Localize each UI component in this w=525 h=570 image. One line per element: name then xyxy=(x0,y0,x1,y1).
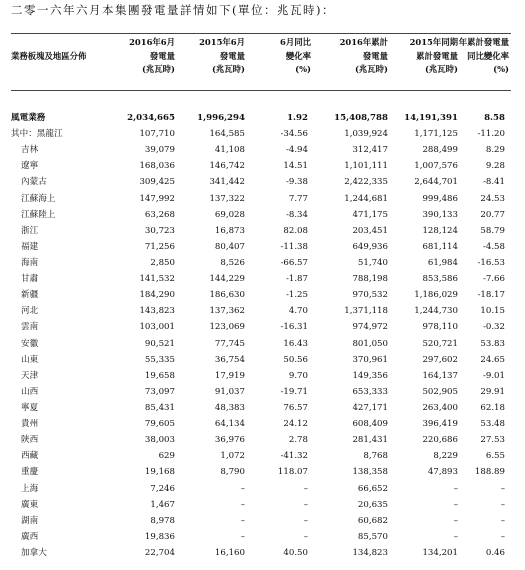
table-row xyxy=(0,352,525,368)
value-june-yoy: -34.56 xyxy=(280,129,308,140)
header-line: 發電量 xyxy=(149,50,175,61)
table-row xyxy=(0,448,525,464)
value-2016-ytd: 427,171 xyxy=(352,402,388,413)
table-row xyxy=(0,481,525,497)
value-2015-june: 16,160 xyxy=(214,547,245,558)
header-2015-ytd xyxy=(410,36,458,77)
table-row xyxy=(0,271,525,287)
row-label: 山西 xyxy=(21,386,39,397)
value-2015-ytd: – xyxy=(453,483,458,494)
table-row xyxy=(0,400,525,416)
value-ytd-yoy: 53.83 xyxy=(480,338,505,349)
row-label: 江蘇陸上 xyxy=(21,209,56,220)
header-line: (兆瓦時) xyxy=(354,64,388,74)
table-row xyxy=(0,239,525,255)
row-label: 浙江 xyxy=(21,225,39,236)
value-june-yoy: – xyxy=(303,483,308,494)
value-2016-june: 38,003 xyxy=(144,435,175,446)
value-2016-ytd: 312,417 xyxy=(352,145,388,156)
value-june-yoy: -16.31 xyxy=(280,322,308,333)
header-segment: 業務板塊及地區分佈 xyxy=(11,51,87,61)
value-ytd-yoy: – xyxy=(500,531,505,542)
value-2016-june: 147,992 xyxy=(139,193,175,204)
value-2015-june: 186,630 xyxy=(209,290,245,301)
row-label: 天津 xyxy=(21,370,39,381)
value-2016-ytd: 370,961 xyxy=(352,354,388,365)
value-2015-ytd: 263,400 xyxy=(422,402,458,413)
header-line: 2016年6月 xyxy=(129,37,175,47)
header-2016-ytd xyxy=(340,36,388,77)
value-2016-ytd: 974,972 xyxy=(352,322,388,333)
table-row xyxy=(0,110,525,126)
value-2015-june: 48,383 xyxy=(214,402,245,413)
value-2015-june: 8,526 xyxy=(220,257,245,268)
row-label: 廣西 xyxy=(21,531,39,542)
value-2015-june: 1,996,294 xyxy=(197,113,245,123)
value-2015-ytd: 297,602 xyxy=(422,354,458,365)
value-2016-june: 7,246 xyxy=(150,483,175,494)
value-2016-june: 85,431 xyxy=(144,402,175,413)
value-2015-june: 8,790 xyxy=(220,467,245,478)
row-label: 山東 xyxy=(21,354,39,365)
row-label: 加拿大 xyxy=(21,547,47,558)
value-2015-june: – xyxy=(240,531,245,542)
value-2015-june: 146,742 xyxy=(209,161,245,172)
value-2015-ytd: 502,905 xyxy=(422,386,458,397)
value-2016-ytd: 60,682 xyxy=(357,515,388,526)
row-label: 上海 xyxy=(21,483,39,494)
row-spacer xyxy=(0,98,525,110)
value-ytd-yoy: 20.77 xyxy=(480,209,505,220)
value-2015-june: 36,754 xyxy=(214,354,245,365)
value-2015-june: 137,322 xyxy=(209,193,245,204)
value-2015-june: 1,072 xyxy=(220,451,245,462)
row-label: 海南 xyxy=(21,257,39,268)
value-2016-ytd: 8,768 xyxy=(363,451,388,462)
value-2016-ytd: 608,409 xyxy=(352,419,388,430)
table-row xyxy=(0,158,525,174)
value-ytd-yoy: 58.79 xyxy=(480,225,505,236)
header-line: 同比變化率 xyxy=(467,50,509,61)
header-line: 6月同比 xyxy=(280,37,311,47)
value-2015-june: 144,229 xyxy=(209,274,245,285)
row-label: 其中：黑龍江 xyxy=(11,129,63,140)
value-2016-ytd: 1,244,681 xyxy=(344,193,388,204)
table-row xyxy=(0,432,525,448)
value-ytd-yoy: – xyxy=(500,515,505,526)
value-2015-ytd: 1,007,576 xyxy=(414,161,458,172)
header-line: (兆瓦時) xyxy=(141,64,175,74)
value-2015-ytd: 220,686 xyxy=(422,435,458,446)
value-2016-ytd: 2,422,335 xyxy=(344,177,388,188)
header-line: (兆瓦時) xyxy=(211,64,245,74)
value-2016-june: 90,521 xyxy=(144,338,175,349)
value-2015-june: 64,134 xyxy=(214,419,245,430)
value-ytd-yoy: 8.58 xyxy=(484,113,505,123)
value-june-yoy: – xyxy=(303,531,308,542)
value-2015-june: 69,028 xyxy=(214,209,245,220)
table-row xyxy=(0,207,525,223)
header-ytd-yoy xyxy=(459,36,509,77)
value-2016-june: 103,001 xyxy=(139,322,175,333)
value-2015-ytd: 999,486 xyxy=(422,193,458,204)
value-2016-ytd: 51,740 xyxy=(357,257,388,268)
value-2015-ytd: 128,124 xyxy=(422,225,458,236)
value-june-yoy: -4.94 xyxy=(285,145,308,156)
value-2015-june: 137,362 xyxy=(209,306,245,317)
value-2015-ytd: 2,644,701 xyxy=(414,177,458,188)
value-2016-ytd: 801,050 xyxy=(352,338,388,349)
value-2015-ytd: 134,201 xyxy=(422,547,458,558)
value-2015-june: 16,873 xyxy=(214,225,245,236)
value-2016-ytd: 85,570 xyxy=(357,531,388,542)
value-ytd-yoy: 24.53 xyxy=(480,193,505,204)
table-row xyxy=(0,336,525,352)
row-label: 新疆 xyxy=(21,290,39,301)
value-2015-june: 41,108 xyxy=(214,145,245,156)
row-label: 西藏 xyxy=(21,451,39,462)
value-2016-june: 19,836 xyxy=(144,531,175,542)
value-june-yoy: 82.08 xyxy=(283,225,308,236)
value-june-yoy: 7.77 xyxy=(288,193,308,204)
value-2015-ytd: – xyxy=(453,499,458,510)
value-2015-june: 341,442 xyxy=(209,177,245,188)
header-line: (兆瓦時) xyxy=(424,64,458,74)
value-2016-june: 8,978 xyxy=(150,515,175,526)
value-ytd-yoy: 6.55 xyxy=(485,451,505,462)
value-ytd-yoy: 188.89 xyxy=(474,467,505,478)
table-row xyxy=(0,368,525,384)
value-june-yoy: 4.70 xyxy=(288,306,308,317)
value-2016-ytd: 649,936 xyxy=(352,241,388,252)
value-2016-ytd: 788,198 xyxy=(352,274,388,285)
value-2016-ytd: 970,532 xyxy=(352,290,388,301)
value-june-yoy: – xyxy=(303,515,308,526)
value-2015-ytd: 1,171,125 xyxy=(414,129,458,140)
value-2016-june: 79,605 xyxy=(144,419,175,430)
header-line: (%) xyxy=(493,64,509,74)
header-line: 發電量 xyxy=(219,50,245,61)
value-june-yoy: -41.32 xyxy=(280,451,308,462)
table-top-rule xyxy=(11,33,511,34)
table-row xyxy=(0,384,525,400)
value-ytd-yoy: 27.53 xyxy=(480,435,505,446)
value-2015-ytd: 1,186,029 xyxy=(414,290,458,301)
value-june-yoy: -9.38 xyxy=(285,177,308,188)
value-2015-ytd: 47,893 xyxy=(427,467,458,478)
value-2016-june: 2,034,665 xyxy=(127,113,175,123)
value-june-yoy: 40.50 xyxy=(283,547,308,558)
table-row xyxy=(0,174,525,190)
value-june-yoy: 118.07 xyxy=(277,467,308,478)
header-june-yoy xyxy=(280,36,311,77)
value-2016-june: 309,425 xyxy=(139,177,175,188)
value-2015-june: 17,919 xyxy=(214,370,245,381)
table-row xyxy=(0,303,525,319)
row-label: 貴州 xyxy=(21,419,39,430)
header-line: 累計發電量 xyxy=(416,50,458,61)
value-ytd-yoy: 62.18 xyxy=(480,402,505,413)
value-2015-ytd: 853,586 xyxy=(422,274,458,285)
value-2015-ytd: 396,419 xyxy=(422,419,458,430)
value-ytd-yoy: – xyxy=(500,483,505,494)
value-2016-ytd: 471,175 xyxy=(352,209,388,220)
value-ytd-yoy: -8.41 xyxy=(482,177,505,188)
value-2016-june: 107,710 xyxy=(139,129,175,140)
value-june-yoy: -11.38 xyxy=(280,241,308,252)
table-row xyxy=(0,464,525,480)
value-2016-ytd: 1,101,111 xyxy=(344,161,388,172)
value-2016-ytd: 281,431 xyxy=(352,435,388,446)
header-2016-june xyxy=(129,36,175,77)
value-june-yoy: -66.57 xyxy=(280,257,308,268)
header-line: 變化率 xyxy=(285,50,311,61)
value-2016-ytd: 149,356 xyxy=(352,370,388,381)
value-2016-ytd: 20,635 xyxy=(357,499,388,510)
value-2016-june: 22,704 xyxy=(144,547,175,558)
value-june-yoy: -1.87 xyxy=(285,274,308,285)
row-label: 寧夏 xyxy=(21,402,39,413)
value-2016-june: 629 xyxy=(158,451,175,462)
value-2016-ytd: 1,371,118 xyxy=(344,306,388,317)
value-2016-june: 2,850 xyxy=(150,257,175,268)
row-label: 甘肅 xyxy=(21,274,39,285)
value-june-yoy: -1.25 xyxy=(285,290,308,301)
value-2015-ytd: – xyxy=(453,515,458,526)
value-ytd-yoy: 10.15 xyxy=(480,306,505,317)
value-2016-june: 19,168 xyxy=(144,467,175,478)
data-table xyxy=(0,98,525,561)
row-label: 內蒙古 xyxy=(21,177,47,188)
value-2015-june: 77,745 xyxy=(214,338,245,349)
table-row xyxy=(0,191,525,207)
row-label: 河北 xyxy=(21,306,39,317)
value-ytd-yoy: -7.66 xyxy=(482,274,505,285)
table-row xyxy=(0,142,525,158)
value-ytd-yoy: -16.53 xyxy=(477,257,505,268)
table-row xyxy=(0,545,525,561)
row-label: 江蘇海上 xyxy=(21,193,56,204)
value-2016-ytd: 1,039,924 xyxy=(344,129,388,140)
value-2015-ytd: 390,133 xyxy=(422,209,458,220)
value-2016-ytd: 138,358 xyxy=(352,467,388,478)
value-ytd-yoy: – xyxy=(500,499,505,510)
value-2015-ytd: 8,229 xyxy=(433,451,458,462)
row-label: 遼寧 xyxy=(21,161,39,172)
header-line: 年累計發電量 xyxy=(458,37,509,47)
intro-text: 二零一六年六月本集團發電量詳情如下(單位：兆瓦時)： xyxy=(11,3,335,17)
value-2015-june: 91,037 xyxy=(214,386,245,397)
value-june-yoy: 1.92 xyxy=(287,113,308,123)
value-2016-ytd: 134,823 xyxy=(352,547,388,558)
value-june-yoy: 50.56 xyxy=(283,354,308,365)
value-ytd-yoy: 24.65 xyxy=(480,354,505,365)
value-ytd-yoy: 29.91 xyxy=(480,386,505,397)
value-2016-ytd: 653,333 xyxy=(352,386,388,397)
row-label: 湖南 xyxy=(21,515,39,526)
value-ytd-yoy: 0.46 xyxy=(485,547,505,558)
value-2015-ytd: 288,499 xyxy=(422,145,458,156)
row-label: 陝西 xyxy=(21,435,39,446)
value-june-yoy: – xyxy=(303,499,308,510)
value-2016-june: 19,658 xyxy=(144,370,175,381)
value-ytd-yoy: 53.48 xyxy=(480,419,505,430)
value-2016-ytd: 66,652 xyxy=(357,483,388,494)
value-2015-june: 36,976 xyxy=(214,435,245,446)
row-label: 吉林 xyxy=(21,145,39,156)
value-2016-june: 1,467 xyxy=(150,499,175,510)
value-ytd-yoy: -0.32 xyxy=(482,322,505,333)
value-2015-ytd: 14,191,391 xyxy=(404,113,458,123)
header-line: 2015年同期 xyxy=(409,37,458,47)
value-2015-june: – xyxy=(240,515,245,526)
table-row xyxy=(0,223,525,239)
value-june-yoy: 14.51 xyxy=(283,161,308,172)
value-june-yoy: -8.34 xyxy=(285,209,308,220)
value-2015-ytd: 61,984 xyxy=(427,257,458,268)
table-row xyxy=(0,255,525,271)
row-label: 重慶 xyxy=(21,467,39,478)
value-june-yoy: 2.78 xyxy=(288,435,308,446)
table-row xyxy=(0,287,525,303)
row-label: 廣東 xyxy=(21,499,39,510)
value-2015-ytd: 1,244,730 xyxy=(414,306,458,317)
table-row xyxy=(0,126,525,142)
row-label: 雲南 xyxy=(21,322,39,333)
value-2015-ytd: 681,114 xyxy=(422,241,458,252)
value-2016-june: 55,335 xyxy=(144,354,175,365)
row-label: 福建 xyxy=(21,241,39,252)
value-2016-june: 168,036 xyxy=(139,161,175,172)
value-2015-june: – xyxy=(240,483,245,494)
value-2015-june: 164,585 xyxy=(209,129,245,140)
value-2015-ytd: 978,110 xyxy=(422,322,458,333)
header-line: 2016年累計 xyxy=(339,37,388,47)
value-june-yoy: -19.71 xyxy=(280,386,308,397)
value-2015-june: 80,407 xyxy=(214,241,245,252)
value-june-yoy: 9.70 xyxy=(288,370,308,381)
value-ytd-yoy: 8.29 xyxy=(485,145,505,156)
value-2016-june: 39,079 xyxy=(144,145,175,156)
value-ytd-yoy: -18.17 xyxy=(477,290,505,301)
header-bottom-rule xyxy=(11,90,511,91)
header-line: (%) xyxy=(295,64,311,74)
value-ytd-yoy: -9.01 xyxy=(482,370,505,381)
value-2015-ytd: 164,137 xyxy=(422,370,458,381)
value-2016-june: 184,290 xyxy=(139,290,175,301)
value-ytd-yoy: 9.28 xyxy=(485,161,505,172)
table-row xyxy=(0,416,525,432)
table-row xyxy=(0,497,525,513)
value-june-yoy: 76.57 xyxy=(283,402,308,413)
value-2015-ytd: – xyxy=(453,531,458,542)
value-ytd-yoy: -4.58 xyxy=(482,241,505,252)
value-2015-ytd: 520,721 xyxy=(422,338,458,349)
value-2016-june: 143,823 xyxy=(139,306,175,317)
table-row xyxy=(0,529,525,545)
value-2016-ytd: 203,451 xyxy=(352,225,388,236)
value-2016-june: 71,256 xyxy=(144,241,175,252)
value-ytd-yoy: -11.20 xyxy=(477,129,505,140)
header-line: 發電量 xyxy=(362,50,388,61)
value-june-yoy: 24.12 xyxy=(283,419,308,430)
header-2015-june xyxy=(199,36,245,77)
value-2016-ytd: 15,408,788 xyxy=(334,113,388,123)
value-2016-june: 63,268 xyxy=(144,209,175,220)
header-line: 2015年6月 xyxy=(199,37,245,47)
row-label: 風電業務 xyxy=(11,113,46,123)
value-2016-june: 73,097 xyxy=(144,386,175,397)
table-row xyxy=(0,513,525,529)
table-row xyxy=(0,319,525,335)
row-label: 安徽 xyxy=(21,338,39,349)
value-2015-june: 123,069 xyxy=(209,322,245,333)
value-2015-june: – xyxy=(240,499,245,510)
value-2016-june: 30,723 xyxy=(144,225,175,236)
value-june-yoy: 16.43 xyxy=(283,338,308,349)
value-2016-june: 141,532 xyxy=(139,274,175,285)
